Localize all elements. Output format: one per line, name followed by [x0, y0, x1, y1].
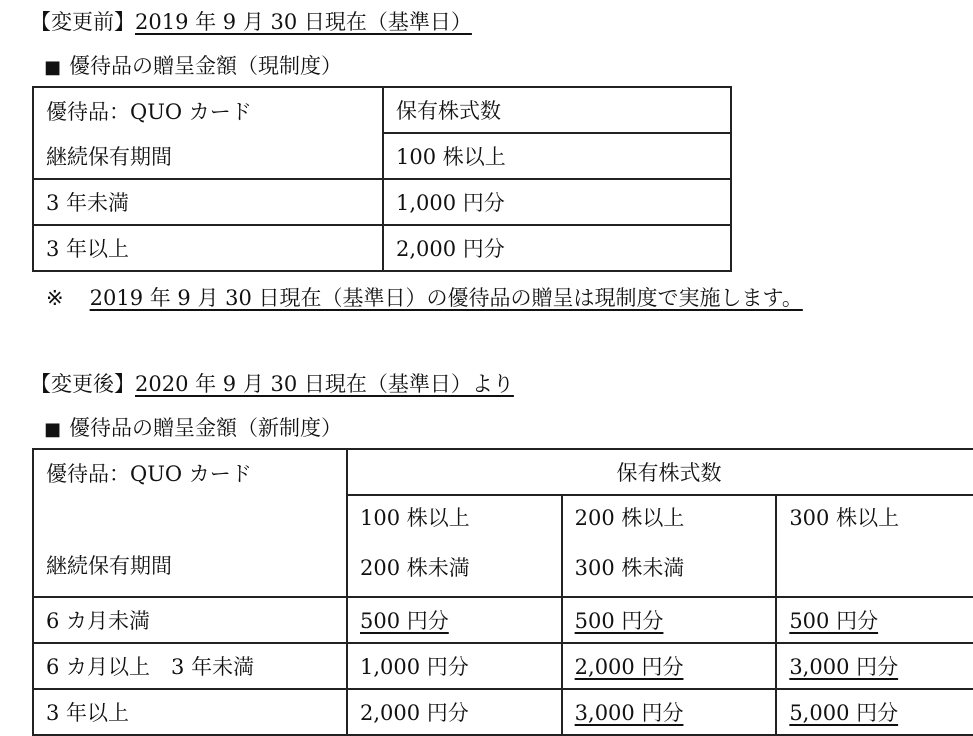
- shares-col-cell: [776, 495, 973, 597]
- square-bullet-icon: ■: [44, 57, 62, 78]
- amount-value: 2,000 円分: [360, 701, 469, 725]
- table-row: [33, 597, 973, 643]
- amount-cell: [347, 597, 562, 643]
- gift-period-cell: [33, 449, 347, 597]
- table-row: [33, 87, 731, 133]
- after-date: 2020 年 9 月 30 日現在（基準日）より: [135, 372, 514, 396]
- before-section-label: 優待品の贈呈金額（現制度）: [69, 54, 343, 78]
- period-cell: 3 年以上: [33, 225, 383, 271]
- amount-value: 3,000 円分: [789, 655, 899, 679]
- amount-value: 3,000 円分: [574, 701, 684, 725]
- before-date: 2019 年 9 月 30 日現在（基準日）: [135, 10, 472, 34]
- amount-value: 500 円分: [574, 609, 664, 633]
- amount-cell: 2,000 円分: [383, 225, 731, 271]
- amount-value: 500 円分: [789, 609, 879, 633]
- col-line2: 200 株未満: [360, 556, 470, 580]
- after-heading: [30, 368, 514, 398]
- before-tag: 【変更前】: [30, 10, 135, 34]
- after-tag: 【変更後】: [30, 372, 135, 396]
- note-text: 2019 年 9 月 30 日現在（基準日）の優待品の贈呈は現制度で実施します。: [89, 286, 803, 310]
- amount-value: 500 円分: [360, 609, 449, 633]
- table-row: [33, 179, 731, 225]
- col-line1: 100 株以上: [360, 506, 470, 530]
- table-row: [33, 225, 731, 271]
- table-row: [33, 643, 973, 689]
- amount-cell: [776, 689, 973, 735]
- after-section-title: [44, 412, 342, 442]
- period-label: 継続保有期間: [46, 554, 172, 578]
- period-cell: 6 カ月未満: [33, 597, 347, 643]
- shares-col-cell: [562, 495, 777, 597]
- before-heading: [30, 6, 472, 36]
- gift-label-cell: 優待品：QUO カード: [33, 87, 383, 133]
- amount-cell: 1,000 円分: [383, 179, 731, 225]
- square-bullet-icon: ■: [44, 419, 62, 440]
- gift-label: 優待品：QUO カード: [46, 462, 252, 486]
- shares-header-cell: 保有株式数: [383, 87, 731, 133]
- before-note: [46, 282, 803, 312]
- amount-cell: [562, 689, 777, 735]
- col-line1: 200 株以上: [574, 506, 685, 530]
- shares-col-cell: 100 株以上: [383, 133, 731, 179]
- after-section-label: 優待品の贈呈金額（新制度）: [69, 416, 343, 440]
- amount-cell: [776, 597, 973, 643]
- amount-value: 2,000 円分: [574, 655, 684, 679]
- period-cell: 3 年以上: [33, 689, 347, 735]
- amount-cell: [776, 643, 973, 689]
- amount-value: 1,000 円分: [360, 655, 469, 679]
- amount-cell: [562, 597, 777, 643]
- shares-col-cell: [347, 495, 562, 597]
- shares-header-cell: 保有株式数: [347, 449, 973, 495]
- period-label-cell: 継続保有期間: [33, 133, 383, 179]
- table-row: [33, 449, 973, 495]
- amount-cell: [347, 643, 562, 689]
- note-mark: ※: [46, 286, 64, 310]
- before-table: [32, 86, 732, 272]
- amount-value: 5,000 円分: [789, 701, 899, 725]
- col-line2: 300 株未満: [574, 556, 685, 580]
- amount-cell: [347, 689, 562, 735]
- before-section-title: [44, 50, 342, 80]
- col-line1: 300 株以上: [789, 506, 900, 530]
- table-row: [33, 689, 973, 735]
- table-row: [33, 133, 731, 179]
- amount-cell: [562, 643, 777, 689]
- period-cell: 3 年未満: [33, 179, 383, 225]
- period-cell: 6 カ月以上 3 年未満: [33, 643, 347, 689]
- after-table: [32, 448, 973, 736]
